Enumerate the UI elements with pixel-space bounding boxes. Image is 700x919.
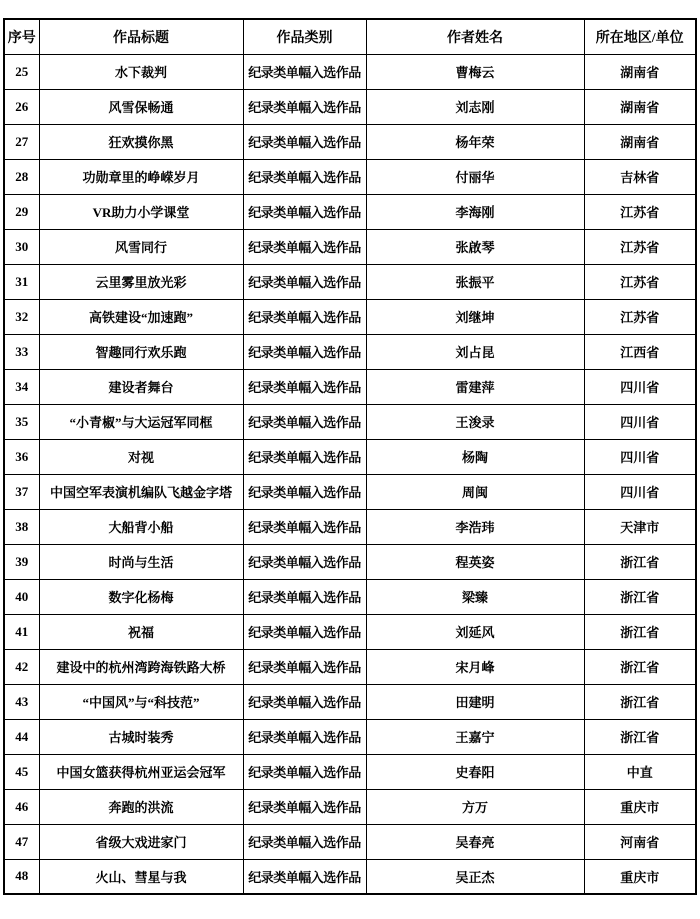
- cell-category: 纪录类单幅入选作品: [243, 229, 366, 264]
- table-row: [4, 754, 696, 789]
- table-row: [4, 649, 696, 684]
- table-row: [4, 299, 696, 334]
- table-row: [4, 54, 696, 89]
- cell-no: 33: [4, 334, 39, 369]
- header-row: [4, 19, 696, 54]
- cell-no: 25: [4, 54, 39, 89]
- cell-author: 程英姿: [366, 544, 584, 579]
- cell-title: “小青椒”与大运冠军同框: [39, 404, 243, 439]
- cell-title: 功勋章里的峥嵘岁月: [39, 159, 243, 194]
- cell-author: 史春阳: [366, 754, 584, 789]
- cell-author: 杨陶: [366, 439, 584, 474]
- cell-title: 省级大戏进家门: [39, 824, 243, 859]
- cell-region: 重庆市: [584, 789, 696, 824]
- table-row: [4, 89, 696, 124]
- cell-region: 重庆市: [584, 859, 696, 894]
- cell-no: 41: [4, 614, 39, 649]
- cell-category: 纪录类单幅入选作品: [243, 859, 366, 894]
- cell-author: 曹梅云: [366, 54, 584, 89]
- cell-title: 中国空军表演机编队飞越金字塔: [39, 474, 243, 509]
- cell-author: 杨年荣: [366, 124, 584, 159]
- cell-category: 纪录类单幅入选作品: [243, 369, 366, 404]
- cell-no: 45: [4, 754, 39, 789]
- cell-category: 纪录类单幅入选作品: [243, 474, 366, 509]
- table-row: [4, 824, 696, 859]
- cell-category: 纪录类单幅入选作品: [243, 579, 366, 614]
- cell-no: 34: [4, 369, 39, 404]
- cell-region: 浙江省: [584, 649, 696, 684]
- cell-no: 42: [4, 649, 39, 684]
- cell-title: 数字化杨梅: [39, 579, 243, 614]
- table-row: [4, 684, 696, 719]
- cell-region: 湖南省: [584, 124, 696, 159]
- cell-region: 湖南省: [584, 89, 696, 124]
- cell-title: 智趣同行欢乐跑: [39, 334, 243, 369]
- cell-region: 江苏省: [584, 194, 696, 229]
- cell-region: 四川省: [584, 439, 696, 474]
- cell-author: 刘占昆: [366, 334, 584, 369]
- cell-author: 方万: [366, 789, 584, 824]
- cell-title: 建设中的杭州湾跨海铁路大桥: [39, 649, 243, 684]
- cell-no: 44: [4, 719, 39, 754]
- cell-category: 纪录类单幅入选作品: [243, 159, 366, 194]
- cell-no: 32: [4, 299, 39, 334]
- cell-title: 大船背小船: [39, 509, 243, 544]
- cell-category: 纪录类单幅入选作品: [243, 544, 366, 579]
- table-head: [4, 19, 696, 54]
- cell-region: 浙江省: [584, 719, 696, 754]
- cell-category: 纪录类单幅入选作品: [243, 789, 366, 824]
- column-header-region: 所在地区/单位: [584, 19, 696, 54]
- cell-title: 风雪保畅通: [39, 89, 243, 124]
- cell-no: 28: [4, 159, 39, 194]
- table-row: [4, 614, 696, 649]
- cell-title: 高铁建设“加速跑”: [39, 299, 243, 334]
- cell-author: 周闽: [366, 474, 584, 509]
- table-body: [4, 54, 696, 894]
- cell-no: 30: [4, 229, 39, 264]
- cell-title: 风雪同行: [39, 229, 243, 264]
- cell-category: 纪录类单幅入选作品: [243, 509, 366, 544]
- cell-category: 纪录类单幅入选作品: [243, 719, 366, 754]
- cell-category: 纪录类单幅入选作品: [243, 649, 366, 684]
- table-row: [4, 474, 696, 509]
- cell-author: 雷建萍: [366, 369, 584, 404]
- table-row: [4, 369, 696, 404]
- cell-no: 46: [4, 789, 39, 824]
- cell-title: “中国风”与“科技范”: [39, 684, 243, 719]
- table-row: [4, 334, 696, 369]
- cell-author: 吴正杰: [366, 859, 584, 894]
- cell-author: 王浚录: [366, 404, 584, 439]
- cell-region: 河南省: [584, 824, 696, 859]
- cell-title: 奔跑的洪流: [39, 789, 243, 824]
- table-row: [4, 404, 696, 439]
- cell-author: 刘延风: [366, 614, 584, 649]
- cell-no: 27: [4, 124, 39, 159]
- column-header-title: 作品标题: [39, 19, 243, 54]
- cell-no: 36: [4, 439, 39, 474]
- cell-no: 35: [4, 404, 39, 439]
- table-row: [4, 544, 696, 579]
- cell-region: 中直: [584, 754, 696, 789]
- cell-no: 37: [4, 474, 39, 509]
- cell-region: 江苏省: [584, 299, 696, 334]
- cell-author: 刘继坤: [366, 299, 584, 334]
- table-row: [4, 229, 696, 264]
- column-header-no: 序号: [4, 19, 39, 54]
- cell-region: 天津市: [584, 509, 696, 544]
- cell-title: 古城时装秀: [39, 719, 243, 754]
- cell-author: 张啟琴: [366, 229, 584, 264]
- cell-author: 付丽华: [366, 159, 584, 194]
- cell-no: 38: [4, 509, 39, 544]
- column-header-author: 作者姓名: [366, 19, 584, 54]
- cell-category: 纪录类单幅入选作品: [243, 404, 366, 439]
- cell-no: 47: [4, 824, 39, 859]
- table-row: [4, 509, 696, 544]
- cell-author: 王嘉宁: [366, 719, 584, 754]
- table-row: [4, 789, 696, 824]
- table-row: [4, 124, 696, 159]
- cell-category: 纪录类单幅入选作品: [243, 54, 366, 89]
- cell-author: 刘志刚: [366, 89, 584, 124]
- table-row: [4, 859, 696, 894]
- cell-author: 田建明: [366, 684, 584, 719]
- cell-region: 四川省: [584, 474, 696, 509]
- cell-title: 时尚与生活: [39, 544, 243, 579]
- cell-no: 39: [4, 544, 39, 579]
- cell-title: 对视: [39, 439, 243, 474]
- table-row: [4, 579, 696, 614]
- cell-title: 火山、彗星与我: [39, 859, 243, 894]
- table-row: [4, 159, 696, 194]
- cell-category: 纪录类单幅入选作品: [243, 264, 366, 299]
- cell-region: 四川省: [584, 404, 696, 439]
- cell-author: 李浩玮: [366, 509, 584, 544]
- cell-title: 祝福: [39, 614, 243, 649]
- cell-author: 梁臻: [366, 579, 584, 614]
- cell-region: 浙江省: [584, 579, 696, 614]
- cell-no: 40: [4, 579, 39, 614]
- cell-no: 43: [4, 684, 39, 719]
- cell-title: 水下裁判: [39, 54, 243, 89]
- cell-title: 云里雾里放光彩: [39, 264, 243, 299]
- cell-category: 纪录类单幅入选作品: [243, 754, 366, 789]
- cell-author: 宋月峰: [366, 649, 584, 684]
- cell-region: 四川省: [584, 369, 696, 404]
- cell-no: 31: [4, 264, 39, 299]
- cell-title: 狂欢摸你黑: [39, 124, 243, 159]
- cell-author: 吴春亮: [366, 824, 584, 859]
- cell-title: 建设者舞台: [39, 369, 243, 404]
- cell-title: 中国女篮获得杭州亚运会冠军: [39, 754, 243, 789]
- column-header-category: 作品类别: [243, 19, 366, 54]
- cell-no: 48: [4, 859, 39, 894]
- cell-no: 26: [4, 89, 39, 124]
- cell-category: 纪录类单幅入选作品: [243, 614, 366, 649]
- cell-category: 纪录类单幅入选作品: [243, 439, 366, 474]
- cell-region: 浙江省: [584, 614, 696, 649]
- cell-category: 纪录类单幅入选作品: [243, 124, 366, 159]
- cell-region: 江苏省: [584, 229, 696, 264]
- cell-category: 纪录类单幅入选作品: [243, 334, 366, 369]
- cell-category: 纪录类单幅入选作品: [243, 299, 366, 334]
- cell-category: 纪录类单幅入选作品: [243, 194, 366, 229]
- cell-title: VR助力小学课堂: [39, 194, 243, 229]
- cell-category: 纪录类单幅入选作品: [243, 89, 366, 124]
- cell-category: 纪录类单幅入选作品: [243, 684, 366, 719]
- cell-region: 浙江省: [584, 684, 696, 719]
- cell-region: 湖南省: [584, 54, 696, 89]
- table-row: [4, 719, 696, 754]
- cell-author: 李海刚: [366, 194, 584, 229]
- table-row: [4, 194, 696, 229]
- cell-region: 江苏省: [584, 264, 696, 299]
- cell-region: 吉林省: [584, 159, 696, 194]
- cell-region: 浙江省: [584, 544, 696, 579]
- cell-author: 张振平: [366, 264, 584, 299]
- cell-category: 纪录类单幅入选作品: [243, 824, 366, 859]
- cell-no: 29: [4, 194, 39, 229]
- table-row: [4, 439, 696, 474]
- table-row: [4, 264, 696, 299]
- cell-region: 江西省: [584, 334, 696, 369]
- works-table: [3, 18, 697, 895]
